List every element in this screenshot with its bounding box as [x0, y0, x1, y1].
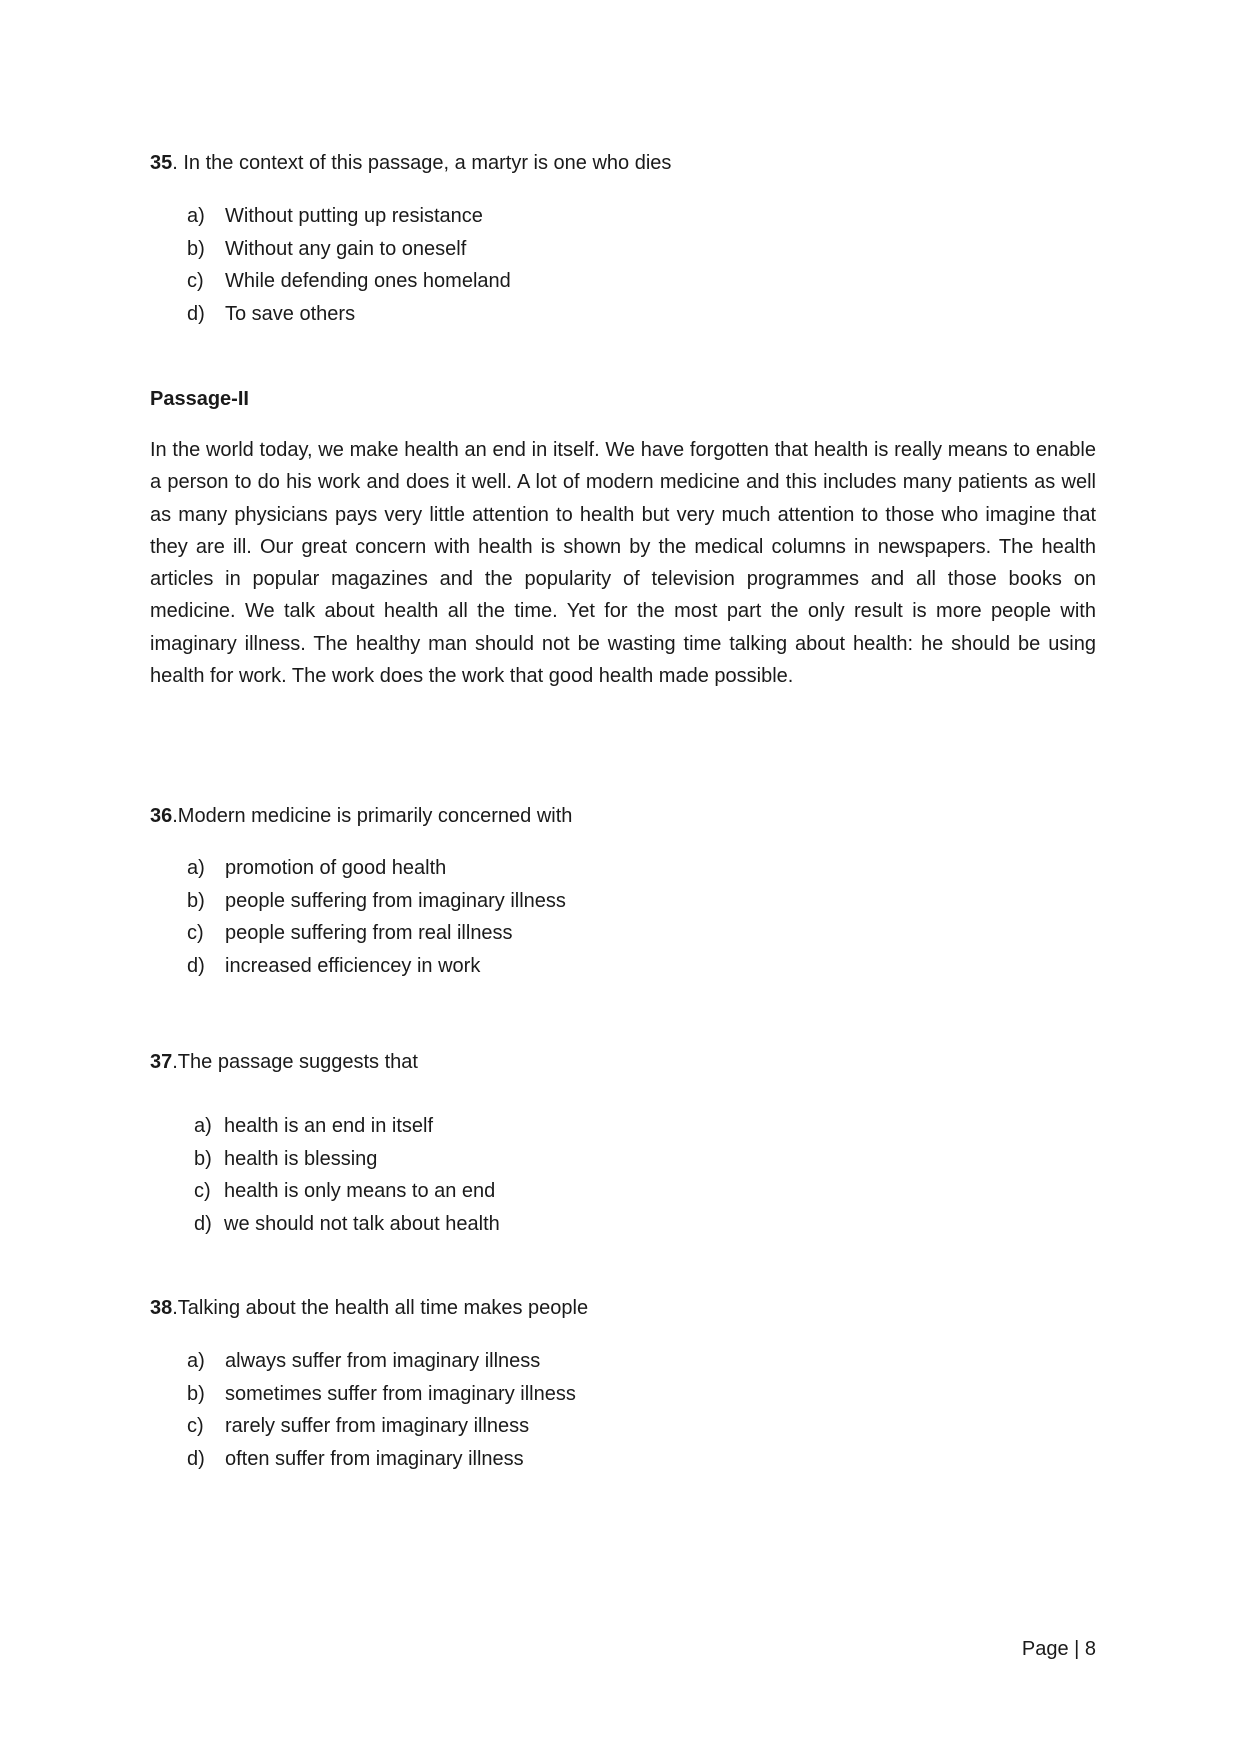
page-number: Page | 8 [1021, 1638, 1096, 1660]
option-d: d) increased efficiencey in work [187, 954, 481, 977]
option-b: b) health is blessing [194, 1147, 378, 1170]
question-number: 35 [150, 152, 173, 174]
option-a: a) health is an end in itself [194, 1115, 434, 1137]
option-d: d) To save others [187, 302, 356, 325]
option-c: c) health is only means to an end [194, 1180, 496, 1202]
option-b: b) Without any gain to oneself [187, 237, 467, 260]
option-d: d) we should not talk about health [194, 1212, 500, 1235]
question-text: . In the context of this passage, a martyr is one who dies [172, 152, 672, 174]
option-b: b) people suffering from imaginary illness [187, 889, 566, 912]
question-35-options [187, 203, 511, 333]
option-c: c) people suffering from real illness [187, 922, 513, 944]
question-text: .The passage suggests that [172, 1051, 418, 1073]
question-38-options [187, 1348, 576, 1478]
option-c: c) While defending ones homeland [187, 270, 511, 292]
question-37 [150, 1049, 418, 1075]
option-a: a) always suffer from imaginary illness [187, 1350, 541, 1372]
question-number: 37 [150, 1051, 173, 1073]
option-b: b) sometimes suffer from imaginary illness [187, 1382, 576, 1405]
question-37-options [194, 1113, 500, 1243]
passage-heading: Passage-II [150, 388, 249, 410]
passage-text: In the world today, we make health an end in itself. We have forgotten that health is really means to enable a person to do his work and does it well. A lot of modern medicine and this includes many patients as well as many physicians pays very little attention to health but very much attention to those who imagine that they are ill. Our great concern with health is shown by the medical columns in newspapers. The health articles in popular magazines and the popularity of television programmes and all those books on medicine. We talk about health all the time. Yet for the most part the only result is more people with imaginary illness. The healthy man should not be wasting time talking about health: he should be using health for work. The work does the work that good health made possible. [150, 439, 1096, 688]
question-36-options [187, 855, 566, 985]
question-38 [150, 1295, 588, 1321]
question-36 [150, 803, 572, 829]
question-number: 38 [150, 1297, 173, 1319]
question-text: .Modern medicine is primarily concerned with [172, 805, 573, 827]
option-a: a) Without putting up resistance [187, 205, 483, 227]
option-a: a) promotion of good health [187, 857, 447, 879]
question-35 [150, 150, 671, 176]
option-d: d) often suffer from imaginary illness [187, 1447, 524, 1470]
option-c: c) rarely suffer from imaginary illness [187, 1415, 530, 1437]
question-number: 36 [150, 805, 173, 827]
question-text: .Talking about the health all time makes people [172, 1297, 589, 1319]
